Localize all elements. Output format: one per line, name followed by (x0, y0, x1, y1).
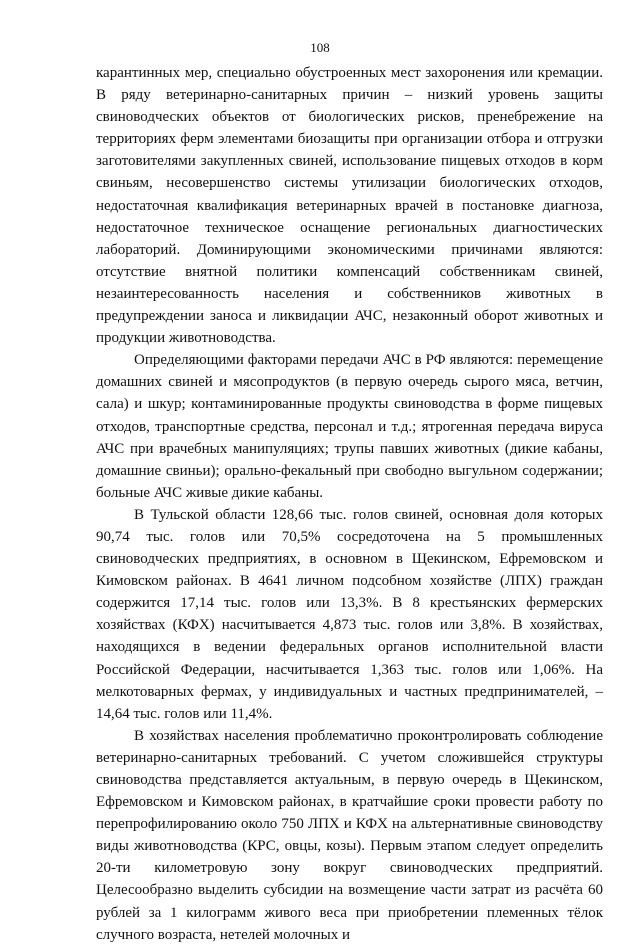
paragraph-continuation: карантинных мер, специально обустроенных мест захоронения или кремации. В ряду ветеринарно-санитарных причин – низкий уровень защиты свиноводческих объектов от биологических рисков, пренебрежение на территориях ферм элементами биозащиты при организации отбора и отгрузки заготовителями закупленных свиней, использование пищевых отходов в корм свиньям, несовершенство системы утилизации биологических отходов, недостаточная квалификация ветеринарных врачей в постановке диагноза, недостаточное техническое оснащение региональных диагностических лабораторий. Доминирующими экономическими причинами являются: отсутствие внятной политики компенсаций собственникам свиней, незаинтересованность населения и собственников животных в предупреждении заноса и ликвидации АЧС, незаконный оборот животных и продукции животноводства. (96, 65, 603, 347)
body-text (96, 62, 603, 946)
paragraph-transmission-factors: Определяющими факторами передачи АЧС в РФ являются: перемещение домашних свиней и мясопродуктов (в первую очередь сырого мяса, ветчин, сала) и шкур; контаминированные продукты свиноводства в форме пищевых отходов, транспортные средства, персонал и т.д.; ятрогенная передача вируса АЧС при врачебных манипуляциях; трупы павших животных (дикие кабаны, домашние свиньи); орально-фекальный при свободно выгульном содержании; больные АЧС живые дикие кабаны. (96, 352, 603, 501)
page-number: 108 (310, 40, 330, 55)
paragraph-households: В хозяйствах населения проблематично проконтролировать соблюдение ветеринарно-санитарных требований. С учетом сложившейся структуры свиноводства представляется актуальным, в первую очередь в Щекинском, Ефремовском и Кимовском районах, в кратчайшие сроки провести работу по перепрофилированию около 750 ЛПХ и КФХ на альтернативные свиноводству виды животноводства (КРС, овцы, козы). Первым этапом следует определить 20-ти километровую зону вокруг свиноводческих предприятий. Целесообразно выделить субсидии на возмещение части затрат из расчёта 60 рублей за 1 килограмм живого веса при приобретении племенных тёлок случного возраста, нетелей молочных и (96, 727, 603, 943)
paragraph-tula-region-stats: В Тульской области 128,66 тыс. голов свиней, основная доля которых 90,74 тыс. голов или 70,5% сосредоточена на 5 промышленных свиноводческих предприятиях, в основном в Щекинском, Ефремовском и Кимовском районах. В 4641 личном подсобном хозяйстве (ЛПХ) граждан содержится 17,14 тыс. голов или 13,3%. В 8 крестьянских фермерских хозяйствах (КФХ) насчитывается 4,873 тыс. голов или 3,8%. В хозяйствах, находящихся в ведении федеральных органов исполнительной власти Российской Федерации, насчитывается 1,363 тыс. голов или 1,06%. На мелкотоварных фермах, у индивидуальных и частных предпринимателей, – 14,64 тыс. голов или 11,4%. (96, 506, 603, 722)
